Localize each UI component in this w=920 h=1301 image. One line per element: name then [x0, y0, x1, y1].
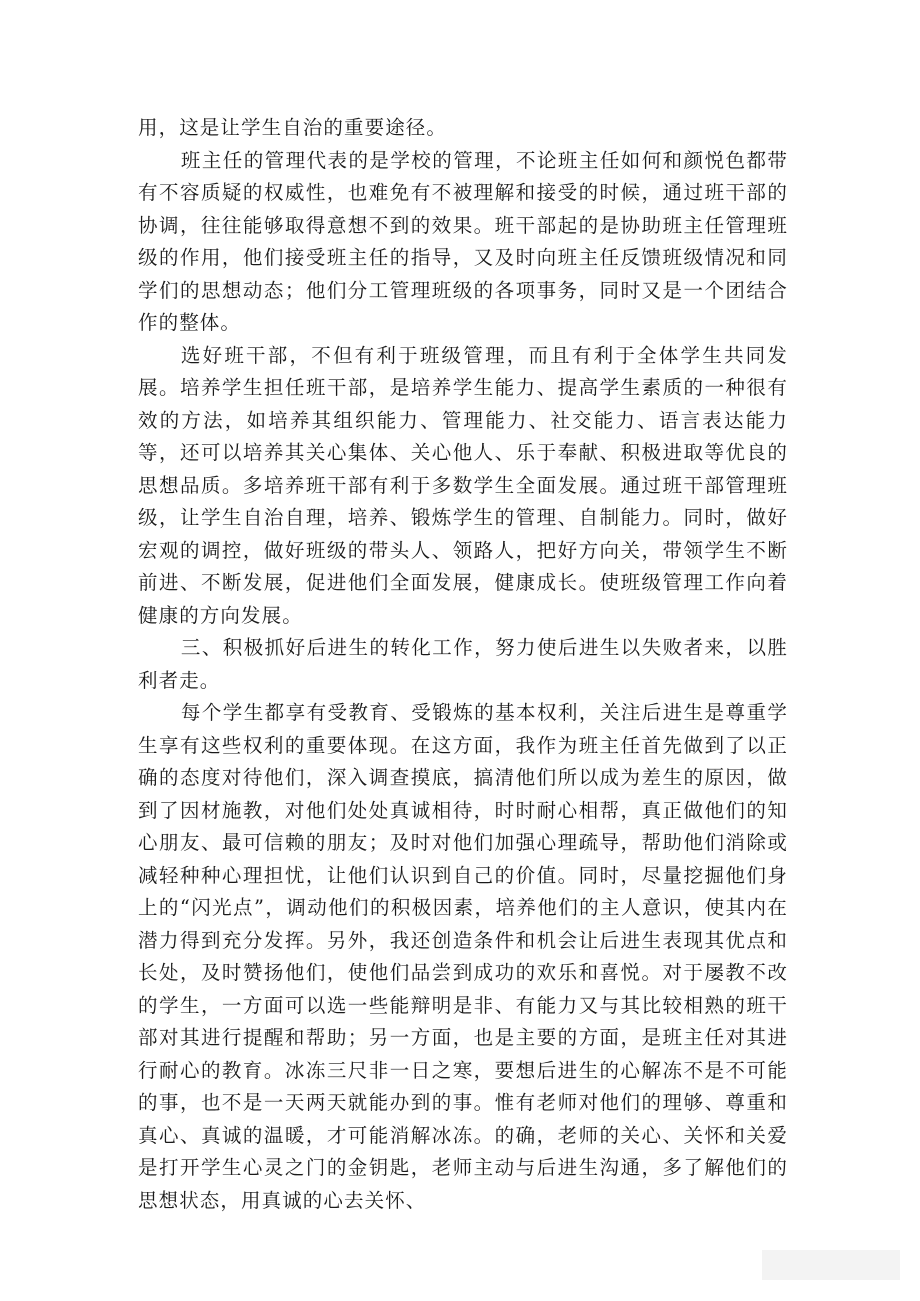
paragraph-underachievers: 每个学生都享有受教育、受锻炼的基本权利，关注后进生是尊重学生享有这些权利的重要体现。在这方面，我作为班主任首先做到了以正确的态度对待他们，深入调查摸底，搞清他们所以成为差生的原因，做到了因材施教，对他们处处真诚相待，时时耐心相帮，真正做他们的知心朋友、最可信赖的朋友；及时对他们加强心理疏导，帮助他们消除或减轻种种心理担忧，让他们认识到自己的价值。同时，尽量挖掘他们身上的“闪光点”，调动他们的积极因素，培养他们的主人意识，使其内在潜力得到充分发挥。另外，我还创造条件和机会让后进生表现其优点和长处，及时赞扬他们，使他们品尝到成功的欢乐和喜悦。对于屡教不改的学生，一方面可以选一些能辩明是非、有能力又与其比较相熟的班干部对其进行提醒和帮助；另一方面，也是主要的方面，是班主任对其进行耐心的教育。冰冻三尺非一日之寒，要想后进生的心解冻不是不可能的事，也不是一天两天就能办到的事。惟有老师对他们的理够、尊重和真心、真诚的温暖，才可能消解冰冻。的确，老师的关心、关怀和关爱是打开学生心灵之门的金钥匙，老师主动与后进生沟通，多了解他们的思想状态，用真诚的心去关怀、: [138, 701, 788, 1212]
paragraph-head-teacher-authority: 班主任的管理代表的是学校的管理，不论班主任如何和颜悦色都带有不容质疑的权威性，也难免有不被理解和接受的时候，通过班干部的协调，往往能够取得意想不到的效果。班干部起的是协助班主任管理班级的作用，他们接受班主任的指导，又及时向班主任反馈班级情况和同学们的思想动态；他们分工管理班级的各项事务，同时又是一个团结合作的整体。: [138, 148, 788, 334]
paragraph-continuation: 用，这是让学生自治的重要途径。: [138, 116, 448, 139]
watermark-stamp: [762, 1250, 900, 1280]
document-body: [138, 112, 788, 1217]
section-heading-3: 三、积极抓好后进生的转化工作，努力使后进生以失败者来，以胜利者走。: [138, 636, 788, 692]
paragraph-select-class-cadres: 选好班干部，不但有利于班级管理，而且有利于全体学生共同发展。培养学生担任班干部，是培养学生能力、提高学生素质的一种很有效的方法，如培养其组织能力、管理能力、社交能力、语言表达能力等，还可以培养其关心集体、关心他人、乐于奉献、积极进取等优良的思想品质。多培养班干部有利于多数学生全面发展。通过班干部管理班级，让学生自治自理，培养、锻炼学生的管理、自制能力。同时，做好宏观的调控，做好班级的带头人、领路人，把好方向关，带领学生不断前进、不断发展，促进他们全面发展，健康成长。使班级管理工作向着健康的方向发展。: [138, 343, 788, 627]
